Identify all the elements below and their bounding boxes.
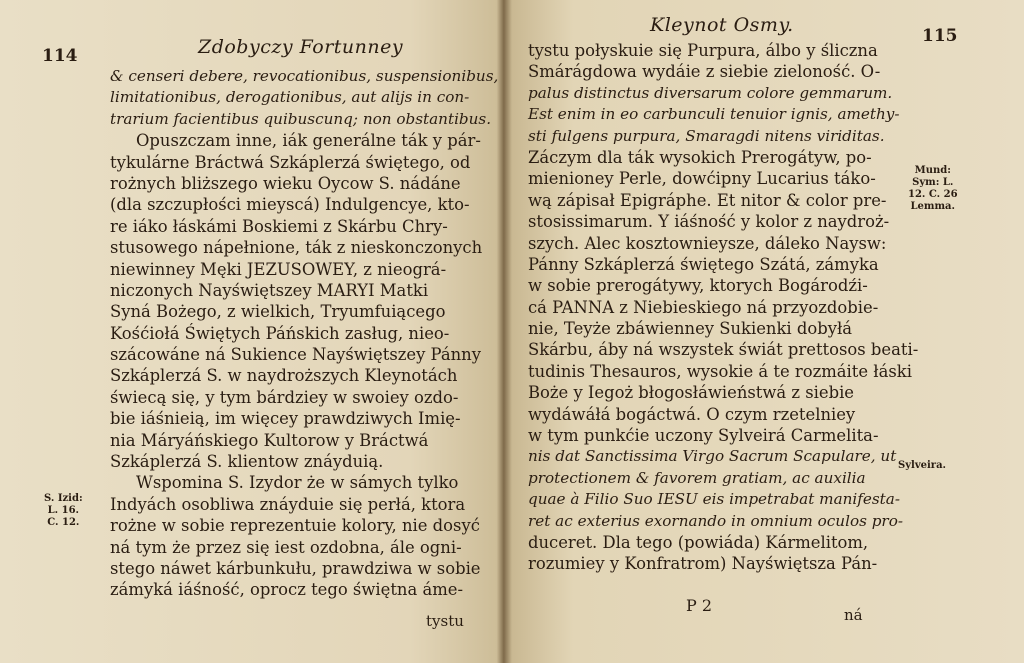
signature-mark: P 2 xyxy=(686,596,713,615)
text-line: Kośćiołá Świętych Páńskich zasług, nieo- xyxy=(110,323,450,343)
text-line: Syná Bożego, z wielkich, Tryumfuiącego xyxy=(110,302,446,322)
text-line: rozumiey y Konfratrom) Nayświętsza Pán- xyxy=(528,554,878,574)
text-line: Skárbu, áby ná wszystek świát prettosos beati- xyxy=(528,340,919,360)
text-line: nis dat Sanctissima Virgo Sacrum Scapulare, ut xyxy=(528,447,897,466)
text-line: cá PANNA z Niebieskiego ná przyozdobie- xyxy=(528,297,879,317)
left-margin-note: S. Izid: L. 16. C. 12. xyxy=(44,493,83,528)
text-line: rożne w sobie reprezentuie kolory, nie dosyć xyxy=(110,516,480,536)
right-margin-note-sylveira: Sylveira. xyxy=(898,460,947,471)
text-line: stosissimarum. Y iáśność y kolor z naydroż- xyxy=(528,212,890,232)
text-line: sti fulgens purpura, Smaragdi nitens viriditas. xyxy=(528,126,885,145)
text-line: rożnych bliższego wieku Oycow S. nádáne xyxy=(110,173,461,193)
text-line: duceret. Dla tego (powiáda) Kármelitom, xyxy=(528,532,869,552)
text-line: re iáko łáskámi Boskiemi z Skárbu Chry- xyxy=(110,216,448,236)
text-line: świecą się, y tym bárdziey w swoiey ozdo- xyxy=(110,387,459,407)
text-line: w sobie prerogátywy, ktorych Bogárodźi- xyxy=(528,276,868,296)
text-line: niczonych Nayświętszey MARYI Matki xyxy=(110,280,429,300)
text-line: quae à Filio Suo IESU eis impetrabat manifesta- xyxy=(528,490,900,509)
text-line: wą zápisał Epigráphe. Et nitor & color pre- xyxy=(528,190,887,210)
right-text-block xyxy=(528,40,918,575)
text-line: Boże y Iegoż błogosłáwieństwá z siebie xyxy=(528,383,855,403)
text-line: ná tym że przez się iest ozdobna, ále ogni- xyxy=(110,537,462,557)
text-line: w tym punkćie uczony Sylveirá Carmelita- xyxy=(528,426,879,446)
left-page xyxy=(0,0,497,663)
text-line: zámyká iáśność, oprocz tego świętna áme- xyxy=(110,580,463,600)
right-running-head: Kleynot Osmy. xyxy=(650,14,794,36)
text-line: szych. Alec kosztownieysze, dáleko Naysw: xyxy=(528,233,887,253)
text-line: & censeri debere, revocationibus, suspensionibus, xyxy=(110,67,499,85)
text-line: Indyách osobliwa znáyduie się perłá, ktora xyxy=(110,494,466,514)
text-line: Záczym dla ták wysokich Prerogátyw, po- xyxy=(528,147,872,167)
text-line: (dla szczupłości mieyscá) Indulgencye, kto- xyxy=(110,195,470,215)
text-line: Opuszczam inne, iák generálne ták y pár- xyxy=(136,131,481,151)
text-line: wydáwáłá bogáctwá. O czym rzetelniey xyxy=(528,404,856,424)
text-line: tykulárne Bráctwá Szkáplerzá świętego, od xyxy=(110,152,471,172)
text-line: stego náwet kárbunkułu, prawdziwa w sobie xyxy=(110,558,481,578)
text-line: nia Máryáńskiego Kultorow y Bráctwá xyxy=(110,430,429,450)
text-line: protectionem & favorem gratiam, ac auxilia xyxy=(528,468,866,487)
text-line: tystu połyskuie się Purpura, álbo y śliczna xyxy=(528,41,878,60)
left-catchword: tystu xyxy=(426,612,464,630)
text-line: stusowego nápełnione, ták z nieskonczonych xyxy=(110,238,483,258)
text-line: niewinney Męki JEZUSOWEY, z nieográ- xyxy=(110,259,447,279)
text-line: palus distinctus diversarum colore gemmarum. xyxy=(528,83,893,102)
right-page-number: 115 xyxy=(922,26,958,46)
text-line: Smárágdowa wydáie z siebie zieloność. O- xyxy=(528,62,881,82)
left-page-number: 114 xyxy=(42,46,78,66)
text-line: Wspomina S. Izydor że w sámych tylko xyxy=(136,473,459,493)
text-line: Est enim in eo carbunculi tenuior ignis, amethy- xyxy=(528,105,900,124)
text-line: limitationibus, derogationibus, aut alijs in con- xyxy=(110,88,470,107)
text-line: Pánny Szkáplerzá świętego Szátá, zámyka xyxy=(528,254,879,274)
text-line: mienioney Perle, dowćipny Lucarius táko- xyxy=(528,169,876,189)
left-text-block xyxy=(110,66,498,601)
text-line: szácowáne ná Sukience Nayświętszey Pánny xyxy=(110,345,481,365)
text-line: Szkáplerzá S. w naydroższych Kleynotách xyxy=(110,366,458,386)
text-line: bie iáśnieią, im więcey prawdziwych Imię- xyxy=(110,409,461,429)
left-running-head: Zdobyczy Fortunney xyxy=(198,36,404,58)
text-line: ret ac exterius exornando in omnium oculos pro- xyxy=(528,511,903,530)
text-line: Szkáplerzá S. klientow znáyduią. xyxy=(110,452,384,472)
text-line: trarium facientibus quibuscunq; non obstantibus. xyxy=(110,109,492,128)
text-line: nie, Teyże zbáwienney Sukienki dobyłá xyxy=(528,319,853,339)
right-margin-note-mund: Mund: Sym: L. 12. C. 26 Lemma. xyxy=(908,165,958,212)
right-page xyxy=(500,0,1024,663)
text-line: tudinis Thesauros, wysokie á te rozmáite łáski xyxy=(528,361,912,381)
right-catchword: ná xyxy=(844,606,863,624)
